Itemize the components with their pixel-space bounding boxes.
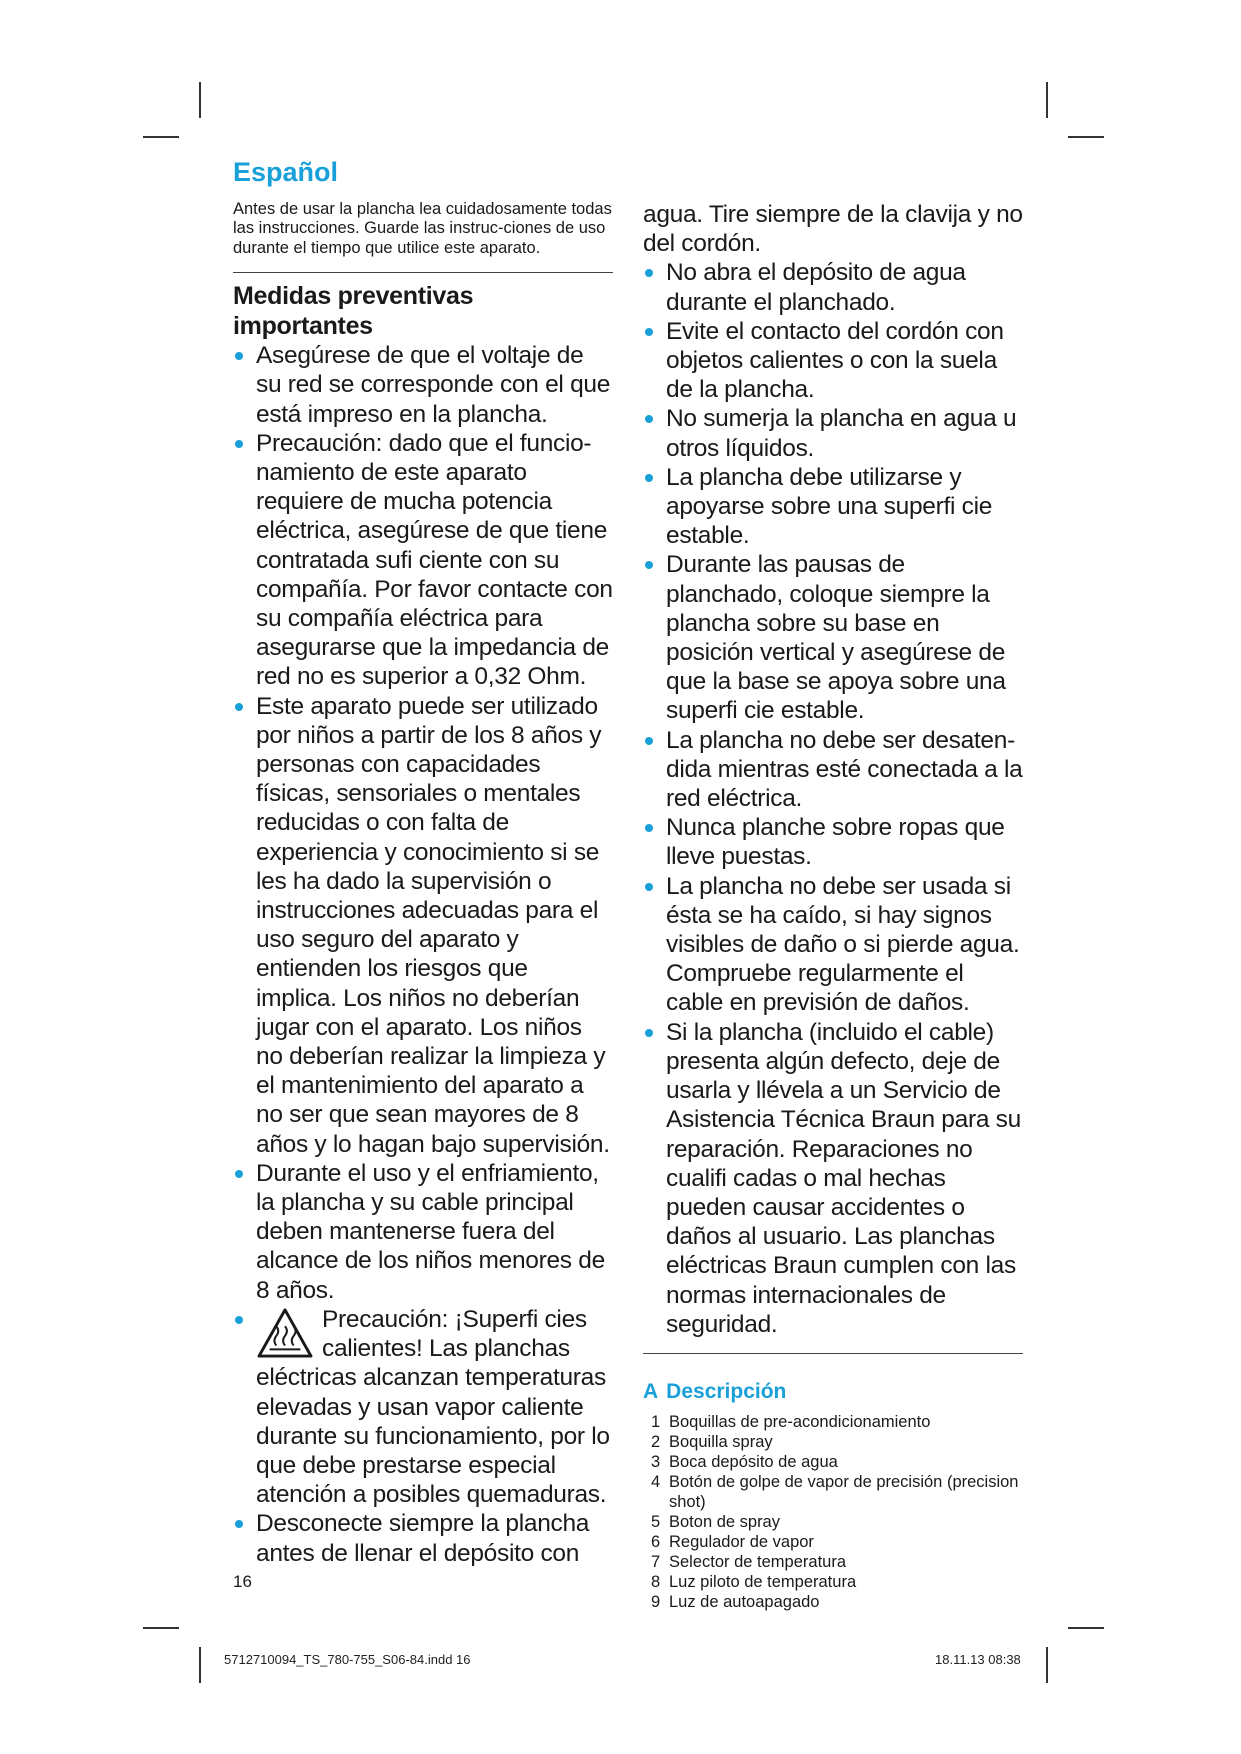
list-item: No sumerja la plancha en agua u otros líquidos.: [643, 404, 1023, 462]
page-number: 16: [233, 1572, 252, 1591]
bullet-icon: [645, 737, 653, 745]
description-letter: A: [643, 1379, 659, 1403]
list-item: 5 Boton de spray: [651, 1512, 780, 1531]
list-item: Durante las pausas de planchado, coloque siempre la plancha sobre su base en posición vertical y asegúrese de que la base se apoya sobre una superfi cie estable.: [643, 550, 1023, 725]
bullet-icon: [645, 1029, 653, 1037]
list-item: Precaución: dado que el funcio-namiento de este aparato requiere de mucha potencia eléctrica, asegúrese de que tiene contratada sufi ciente con su compañía. Por favor contacte con su compañía eléctrica para asegurarse que la impedancia de red no es superior a 0,32 Ohm.: [233, 429, 613, 692]
divider: [643, 1353, 1023, 1354]
bullet-icon: [235, 1520, 243, 1528]
bullet-icon: [235, 703, 243, 711]
bullet-icon: [645, 474, 653, 482]
list-item: 7 Selector de temperatura: [651, 1552, 847, 1571]
list-item-continuation: agua. Tire siempre de la clavija y no del cordón.: [643, 201, 1023, 258]
bullet-icon: [235, 352, 243, 360]
crop-mark-top-right-v: [1046, 82, 1048, 118]
right-column: [643, 200, 1023, 1612]
bullet-icon: [645, 269, 653, 277]
list-item: Precaución: ¡Superfi cies calientes! Las planchas eléctricas alcanzan temperaturas elevadas y usan vapor caliente durante su funcionamiento, por lo que debe prestarse especial atención a posibles quemaduras.: [233, 1305, 613, 1509]
list-item: 9 Luz de autoapagado: [651, 1592, 820, 1611]
list-item: Durante el uso y el enfriamiento, la plancha y su cable principal deben mantenerse fuera del alcance de los niños menores de 8 años.: [233, 1159, 613, 1305]
crop-mark-bottom-left-h: [143, 1627, 179, 1629]
crop-mark-bottom-right-v: [1046, 1647, 1048, 1683]
description-title: A Descripción: [643, 1379, 787, 1403]
list-item: Evite el contacto del cordón con objetos calientes o con la suela de la plancha.: [643, 317, 1023, 405]
list-item: Si la plancha (incluido el cable) presenta algún defecto, deje de usarla y llévela a un Servicio de Asistencia Técnica Braun para su reparación. Reparaciones no cualifi cadas o mal hechas pueden causar accidentes o daños al usuario. Las planchas eléctricas Braun cumplen con las normas internacionales de seguridad.: [643, 1018, 1023, 1339]
crop-mark-bottom-right-h: [1068, 1627, 1104, 1629]
crop-mark-bottom-left-v: [199, 1647, 201, 1683]
list-item: Desconecte siempre la plancha antes de llenar el depósito con: [233, 1509, 613, 1567]
list-item: 6 Regulador de vapor: [651, 1532, 814, 1551]
safety-list-left: [233, 341, 613, 1568]
list-item: La plancha no debe ser usada si ésta se ha caído, si hay signos visibles de daño o si pierde agua. Compruebe regularmente el cable en previsión de daños.: [643, 872, 1023, 1018]
bullet-icon: [645, 415, 653, 423]
list-item: 3 Boca depósito de agua: [651, 1452, 838, 1471]
section-title: Medidas preventivas importantes: [233, 282, 474, 341]
footer-timestamp: 18.11.13 08:38: [935, 1652, 1021, 1667]
crop-mark-top-left-v: [199, 82, 201, 118]
list-item: 2 Boquilla spray: [651, 1432, 773, 1451]
list-item: 4 Botón de golpe de vapor de precisión (precision shot): [651, 1472, 1019, 1511]
hot-surface-warning-icon: [256, 1307, 314, 1359]
bullet-icon: [645, 824, 653, 832]
crop-mark-top-right-h: [1068, 136, 1104, 138]
list-item: No abra el depósito de agua durante el planchado.: [643, 258, 1023, 316]
bullet-icon: [645, 883, 653, 891]
list-item: 8 Luz piloto de temperatura: [651, 1572, 857, 1591]
safety-list-right: [643, 200, 1023, 1339]
list-item: La plancha debe utilizarse y apoyarse sobre una superfi cie estable.: [643, 463, 1023, 551]
bullet-icon: [645, 561, 653, 569]
language-title: Español: [233, 157, 339, 187]
crop-mark-top-left-h: [143, 136, 179, 138]
intro-text: Antes de usar la plancha lea cuidadosamente todas las instrucciones. Guarde las instruc-ciones de uso durante el tiempo que utilice este aparato.: [233, 199, 612, 257]
list-item: Asegúrese de que el voltaje de su red se corresponde con el que está impreso en la plancha.: [233, 341, 613, 429]
bullet-icon: [235, 1170, 243, 1178]
description-list: [643, 1412, 1023, 1612]
list-item: 1 Boquillas de pre-acondicionamiento: [651, 1412, 931, 1431]
left-column: [233, 158, 613, 1568]
divider: [233, 272, 613, 273]
list-item: La plancha no debe ser desaten-dida mientras esté conectada a la red eléctrica.: [643, 726, 1023, 814]
list-item: Nunca planche sobre ropas que lleve puestas.: [643, 813, 1023, 871]
footer-file: 5712710094_TS_780-755_S06-84.indd 16: [224, 1652, 471, 1667]
list-item: Este aparato puede ser utilizado por niños a partir de los 8 años y personas con capacidades físicas, sensoriales o mentales reducidas o con falta de experiencia y conocimiento si se les ha dado la supervisión o instrucciones adecuadas para el uso seguro del aparato y entienden los riesgos que implica. Los niños no deberían jugar con el aparato. Los niños no deberían realizar la limpieza y el mantenimiento del aparato a no ser que sean mayores de 8 años y lo hagan bajo supervisión.: [233, 692, 613, 1159]
bullet-icon: [235, 440, 243, 448]
bullet-icon: [235, 1316, 243, 1324]
bullet-icon: [645, 328, 653, 336]
